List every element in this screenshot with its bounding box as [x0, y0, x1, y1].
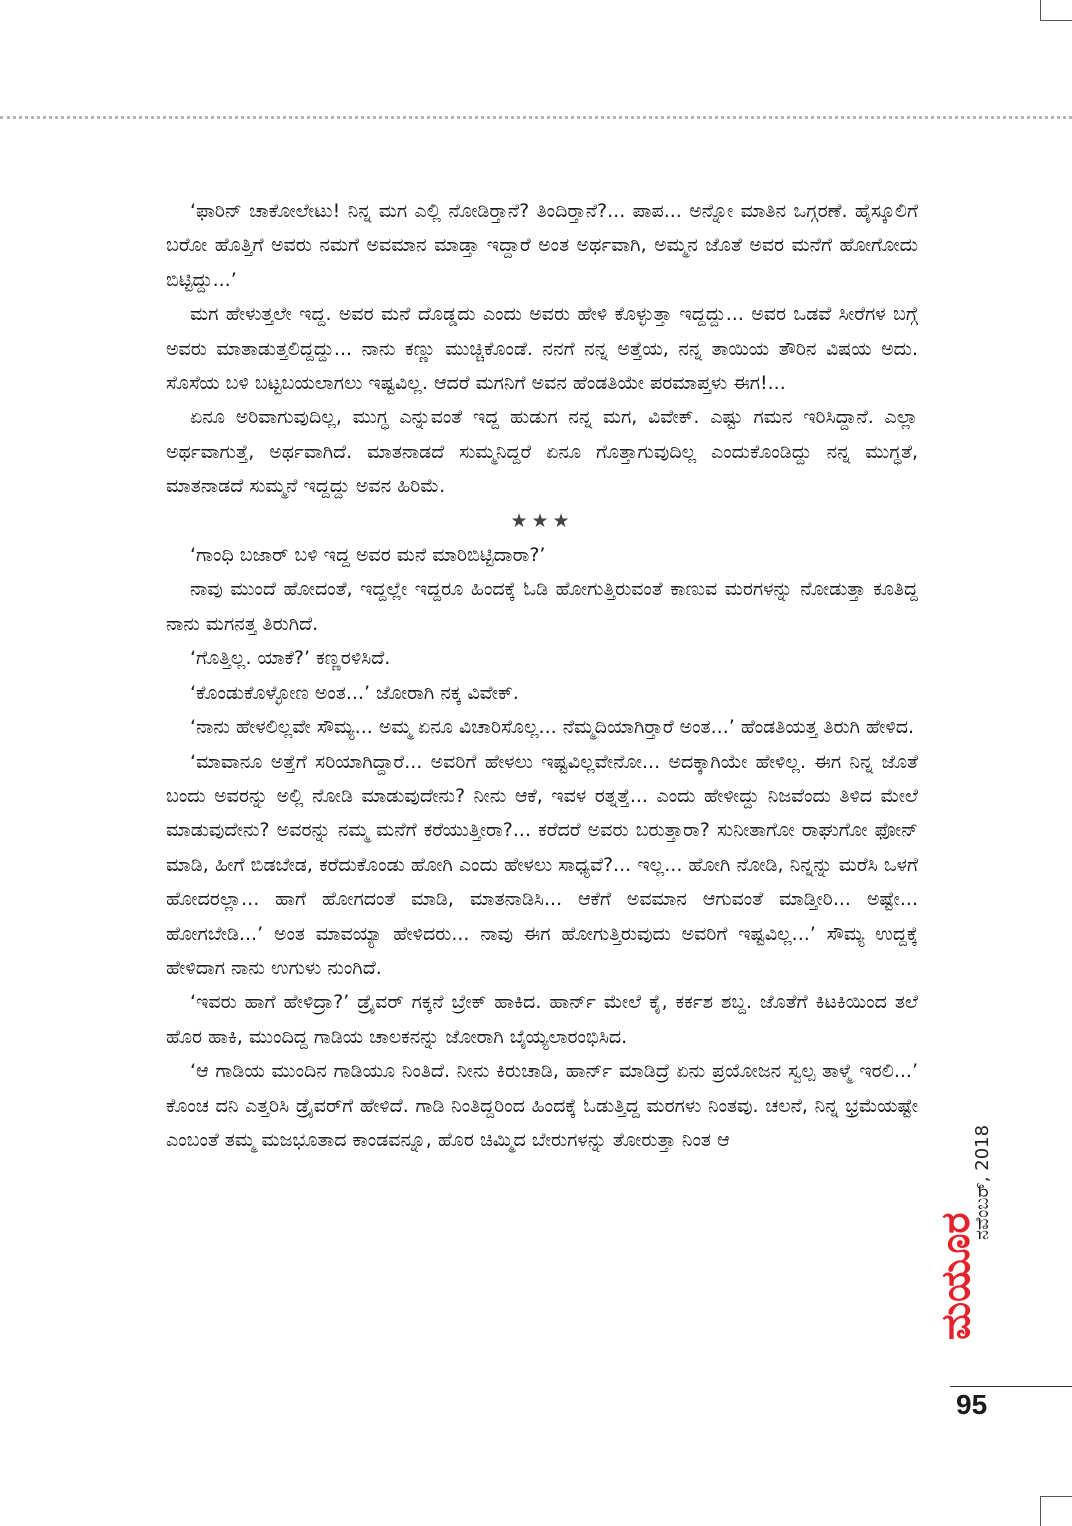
paragraph: ಏನೂ ಅರಿವಾಗುವುದಿಲ್ಲ, ಮುಗ್ಧ ಎನ್ನುವಂತೆ ಇದ್ದ ಹುಡುಗ ನನ್ನ ಮಗ, ವಿವೇಕ್. ಎಷ್ಟು ಗಮನ ಇರಿಸಿದ್ದಾನೆ. ಎಲ್ಲಾ ಅರ್ಥವಾಗುತ್ತೆ, ಅರ್ಥವಾಗಿದೆ. ಮಾತನಾಡದೆ ಸುಮ್ಮನಿದ್ದರೆ ಏನೂ ಗೊತ್ತಾಗುವುದಿಲ್ಲ ಎಂದುಕೊಂಡಿದ್ದು ನನ್ನ ಮುಗ್ಧತೆ, ಮಾತನಾಡದೆ ಸುಮ್ಮನೆ ಇದ್ದದ್ದು ಅವನ ಹಿರಿಮೆ. [166, 406, 918, 498]
paragraph: ‘ಆ ಗಾಡಿಯ ಮುಂದಿನ ಗಾಡಿಯೂ ನಿಂತಿದೆ. ನೀನು ಕಿರುಚಾಡಿ, ಹಾರ್ನ್ ಮಾಡಿದ್ರೆ ಏನು ಪ್ರಯೋಜನ ಸ್ವಲ್ಪ ತಾಳ್ಮೆ ಇರಲಿ...’ ಕೊಂಚ ದನಿ ಎತ್ತರಿಸಿ ಡ್ರೈವರ್‌ಗೆ ಹೇಳಿದೆ. ಗಾಡಿ ನಿಂತಿದ್ದರಿಂದ ಹಿಂದಕ್ಕೆ ಓಡುತ್ತಿದ್ದ ಮರಗಳು ನಿಂತವು. ಚಲನೆ, ನಿನ್ನ ಭ್ರಮೆಯಷ್ಟೇ ಎಂಬಂತೆ ತಮ್ಮ ಮಜಭೂತಾದ ಕಾಂಡವನ್ನೂ, ಹೊರ ಚಿಮ್ಮಿದ ಬೇರುಗಳನ್ನು ತೋರುತ್ತಾ ನಿಂತ ಆ [166, 1060, 918, 1151]
magazine-logo: ಮಯೂರ [933, 1212, 979, 1340]
header-dotted-rule [0, 116, 1072, 119]
paragraph: ‘ಗೊತ್ತಿಲ್ಲ. ಯಾಕೆ?’ ಕಣ್ಣರಳಿಸಿದೆ. [190, 647, 391, 670]
paragraph: ಮಗ ಹೇಳುತ್ತಲೇ ಇದ್ದ. ಅವರ ಮನೆ ದೊಡ್ಡದು ಎಂದು ಅವರು ಹೇಳಿ ಕೊಳ್ಳುತ್ತಾ ಇದ್ದದ್ದು... ಅವರ ಒಡವೆ ಸೀರೆಗಳ ಬಗ್ಗೆ ಅವರು ಮಾತಾಡುತ್ತಲಿದ್ದದ್ದು... ನಾನು ಕಣ್ಣು ಮುಚ್ಚಿಕೊಂಡೆ. ನನಗೆ ನನ್ನ ಅತ್ತೆಯ, ನನ್ನ ತಾಯಿಯ ತೌರಿನ ವಿಷಯ ಅದು. ಸೊಸೆಯ ಬಳಿ ಬಟ್ಟಬಯಲಾಗಲು ಇಷ್ಟವಿಲ್ಲ. ಆದರೆ ಮಗನಿಗೆ ಅವನ ಹೆಂಡತಿಯೇ ಪರಮಾಪ್ತಳು ಈಗ!... [166, 303, 918, 395]
issue-date: ನವೆಂಬರ್, 2018 [972, 1124, 993, 1240]
page-number: 95 [956, 1389, 988, 1420]
crop-mark-top-right [1040, 0, 1072, 21]
paragraph: ‘ಫಾರಿನ್ ಚಾಕೋಲೇಟು! ನಿನ್ನ ಮಗ ಎಲ್ಲಿ ನೋಡಿರ್‍ತಾನೆ? ತಿಂದಿರ್‍ತಾನೆ?... ಪಾಪ... ಅನ್ನೋ ಮಾತಿನ ಒಗ್ಗರಣೆ. ಹೈಸ್ಕೂಲಿಗೆ ಬರೋ ಹೊತ್ತಿಗೆ ಅವರು ನಮಗೆ ಅವಮಾನ ಮಾಡ್ತಾ ಇದ್ದಾರೆ ಅಂತ ಅರ್ಥವಾಗಿ, ಅಮ್ಮನ ಜೊತೆ ಅವರ ಮನೆಗೆ ಹೋಗೋದು ಬಿಟ್ಟಿದ್ದು...’ [166, 200, 918, 291]
section-break-stars: ★★★ [510, 509, 574, 532]
paragraph: ‘ಗಾಂಧಿ ಬಜಾರ್ ಬಳಿ ಇದ್ದ ಅವರ ಮನೆ ಮಾರಿಬಿಟ್ಟಿದಾರಾ?’ [190, 544, 546, 567]
paragraph: ‘ಕೊಂಡುಕೊಳ್ಳೋಣ ಅಂತ...’ ಜೋರಾಗಿ ನಕ್ಕ ವಿವೇಕ್. [190, 681, 519, 704]
article-body [166, 194, 918, 1157]
crop-mark-bottom-right [1040, 1496, 1072, 1526]
paragraph: ‘ನಾನು ಹೇಳಲಿಲ್ಲವೇ ಸೌಮ್ಯ... ಅಮ್ಮ ಏನೂ ವಿಚಾರಿಸೊಲ್ಲ... ನೆಮ್ಮದಿಯಾಗಿರ್‍ತಾರೆ ಅಂತ...’ ಹೆಂಡತಿಯತ್ತ ತಿರುಗಿ ಹೇಳಿದ. [190, 716, 915, 739]
paragraph: ‘ಮಾವಾನೂ ಅತ್ತೆಗೆ ಸರಿಯಾಗಿದ್ದಾರೆ... ಅವರಿಗೆ ಹೇಳಲು ಇಷ್ಟವಿಲ್ಲವೇನೋ... ಅದಕ್ಕಾಗಿಯೇ ಹೇಳಿಲ್ಲ. ಈಗ ನಿನ್ನ ಜೊತೆ ಬಂದು ಅವರನ್ನು ಅಲ್ಲಿ ನೋಡಿ ಮಾಡುವುದೇನು? ನೀನು ಆಕೆ, ಇವಳ ರತ್ನತ್ತೆ... ಎಂದು ಹೇಳೀದ್ದು ನಿಜವೆಂದು ತಿಳಿದ ಮೇಲೆ ಮಾಡುವುದೇನು? ಅವರನ್ನು ನಮ್ಮ ಮನೆಗೆ ಕರೆಯುತ್ತೀರಾ?... ಕರೆದರೆ ಅವರು ಬರುತ್ತಾರಾ? ಸುನೀತಾಗೋ ರಾಘುಗೋ ಫೋನ್ ಮಾಡಿ, ಹೀಗೆ ಬಿಡಬೇಡ, ಕರೆದುಕೊಂಡು ಹೋಗಿ ಎಂದು ಹೇಳಲು ಸಾಧ್ಯವೆ?... ಇಲ್ಲ... ಹೋಗಿ ನೋಡಿ, ನಿನ್ನನ್ನು ಮರೆಸಿ ಒಳಗೆ ಹೋದರಲ್ಲಾ... ಹಾಗೆ ಹೋಗದಂತೆ ಮಾಡಿ, ಮಾತನಾಡಿಸಿ... ಆಕೆಗೆ ಅವಮಾನ ಆಗುವಂತೆ ಮಾಡ್ತೀರಿ... ಅಷ್ಟೇ... ಹೋಗಬೇಡಿ...’ ಅಂತ ಮಾವಯ್ಯಾ ಹೇಳಿದರು... ನಾವು ಈಗ ಹೋಗುತ್ತಿರುವುದು ಅವರಿಗೆ ಇಷ್ಟವಿಲ್ಲ...’ ಸೌಮ್ಯ ಉದ್ದಕ್ಕೆ ಹೇಳಿದಾಗ ನಾನು ಉಗುಳು ನುಂಗಿದೆ. [166, 750, 918, 979]
paragraph: ನಾವು ಮುಂದೆ ಹೋದಂತೆ, ಇದ್ದಲ್ಲೇ ಇದ್ದರೂ ಹಿಂದಕ್ಕೆ ಓಡಿ ಹೋಗುತ್ತಿರುವಂತೆ ಕಾಣುವ ಮರಗಳನ್ನು ನೋಡುತ್ತಾ ಕೂತಿದ್ದ ನಾನು ಮಗನತ್ತ ತಿರುಗಿದೆ. [166, 578, 918, 635]
paragraph: ‘ಇವರು ಹಾಗೆ ಹೇಳಿದ್ರಾ?’ ಡ್ರೈವರ್ ಗಕ್ಕನೆ ಬ್ರೇಕ್ ಹಾಕಿದ. ಹಾರ್ನ್ ಮೇಲೆ ಕೈ, ಕರ್ಕಶ ಶಬ್ದ. ಜೊತೆಗೆ ಕಿಟಕಿಯಿಂದ ತಲೆ ಹೊರ ಹಾಕಿ, ಮುಂದಿದ್ದ ಗಾಡಿಯ ಚಾಲಕನನ್ನು ಜೋರಾಗಿ ಬೈಯ್ಯಲಾರಂಭಿಸಿದ. [166, 991, 918, 1048]
